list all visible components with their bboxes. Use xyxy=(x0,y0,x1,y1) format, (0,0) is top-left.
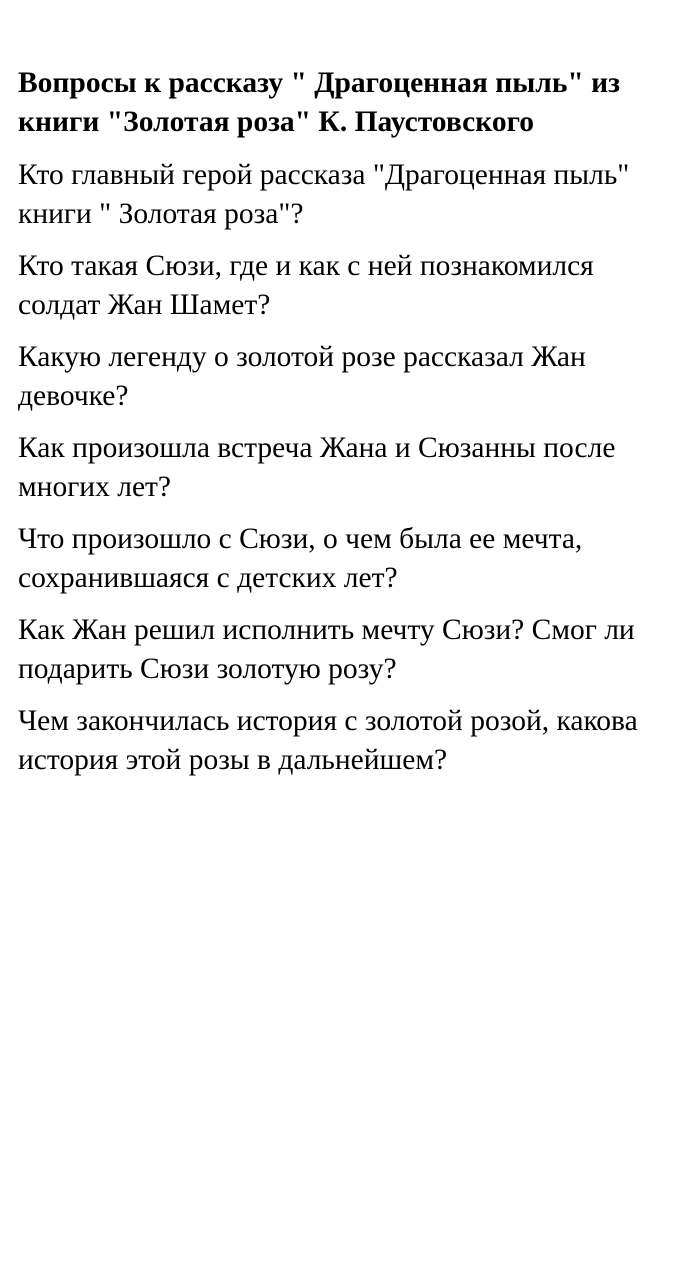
question-line: Как Жан решил исполнить мечту Сюзи? Смог ли xyxy=(18,614,635,646)
question-line: история этой розы в дальнейшем? xyxy=(18,744,448,776)
question-5 xyxy=(18,520,676,598)
question-line: солдат Жан Шамет? xyxy=(18,289,271,321)
question-line: книги " Золотая роза"? xyxy=(18,198,304,230)
question-2 xyxy=(18,247,676,325)
question-7 xyxy=(18,702,676,780)
question-line: Какую легенду о золотой розе рассказал Жан xyxy=(18,341,586,373)
title-line: книги "Золотая роза" К. Паустовского xyxy=(18,106,534,138)
question-line: девочке? xyxy=(18,380,129,412)
question-line: Чем закончилась история с золотой розой, какова xyxy=(18,705,638,737)
title-line: Вопросы к рассказу " Драгоценная пыль" из xyxy=(18,67,621,99)
question-1 xyxy=(18,156,676,234)
document-title xyxy=(18,64,676,142)
question-3 xyxy=(18,338,676,416)
question-line: сохранившаяся с детских лет? xyxy=(18,562,398,594)
question-line: Как произошла встреча Жана и Сюзанны после xyxy=(18,432,616,464)
question-line: Что произошло с Сюзи, о чем была ее мечта, xyxy=(18,523,583,555)
question-6 xyxy=(18,611,676,689)
document-page xyxy=(18,64,676,793)
question-line: Кто главный герой рассказа "Драгоценная пыль" xyxy=(18,159,630,191)
question-4 xyxy=(18,429,676,507)
question-line: многих лет? xyxy=(18,471,172,503)
question-line: Кто такая Сюзи, где и как с ней познакомился xyxy=(18,250,594,282)
question-line: подарить Сюзи золотую розу? xyxy=(18,653,397,685)
